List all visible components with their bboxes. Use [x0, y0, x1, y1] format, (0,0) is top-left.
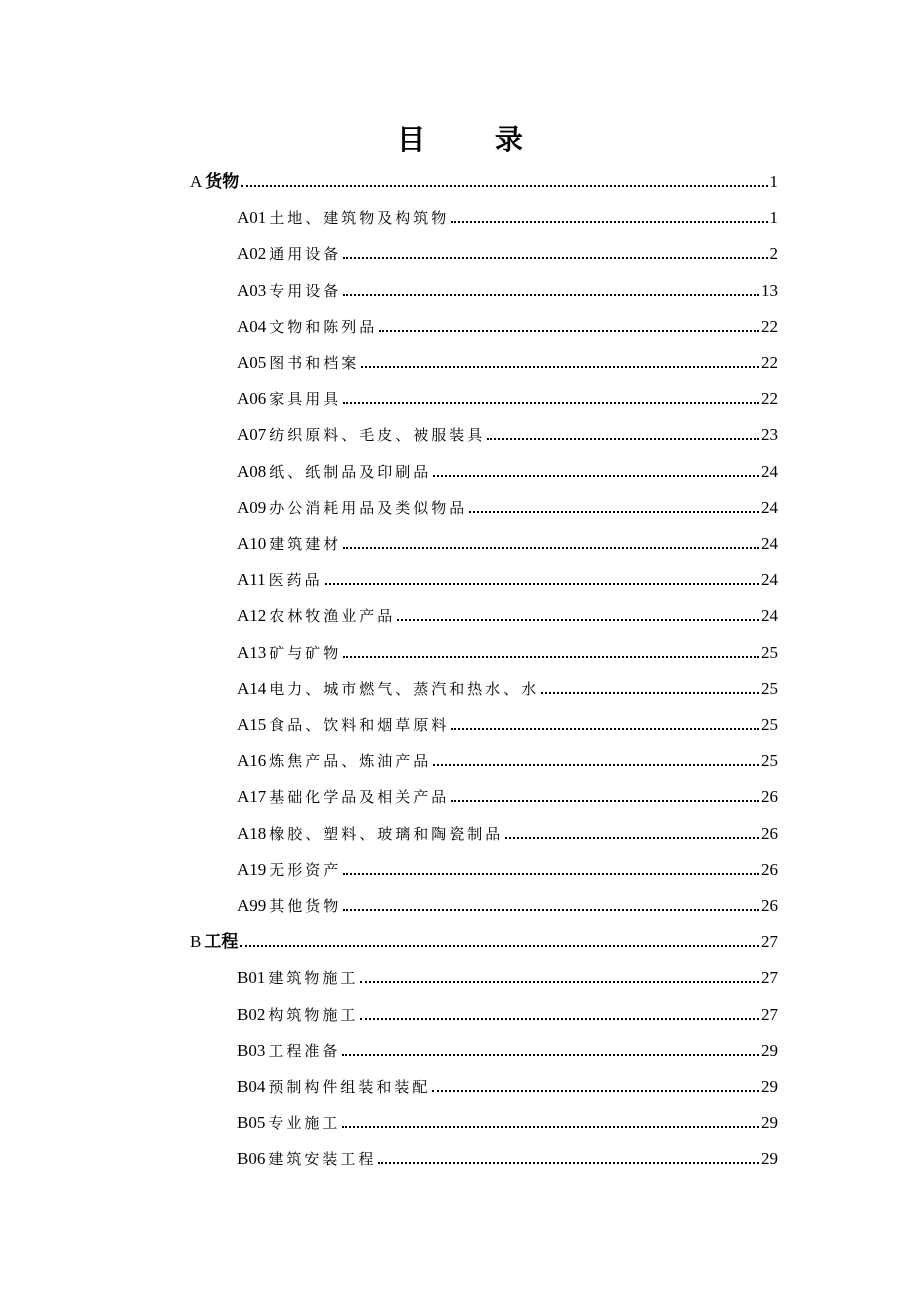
toc-entry-code: B01	[237, 968, 266, 988]
toc-entry-code: A16	[237, 751, 267, 771]
toc-entry-page-number: 2	[769, 244, 778, 264]
toc-entry-label: 货物	[205, 172, 240, 192]
toc-entry[interactable]	[0, 1071, 778, 1097]
toc-entry-page-number: 26	[761, 859, 778, 879]
toc-dot-leader	[433, 474, 759, 477]
toc-entry-label: 建筑安装工程	[268, 1150, 377, 1169]
toc-entry-label: 矿与矿物	[269, 643, 342, 662]
toc-entry-label: 建筑建材	[269, 535, 342, 553]
toc-entry-label: 通用设备	[269, 245, 342, 264]
toc-entry-page-number: 29	[761, 1040, 778, 1060]
toc-entry-code: B02	[237, 1004, 266, 1024]
toc-entry-code: A13	[237, 642, 267, 662]
toc-entry-label: 电力、城市燃气、蒸汽和热水、水	[269, 679, 540, 698]
toc-entry-code: A10	[237, 534, 267, 553]
toc-entry[interactable]	[0, 383, 778, 409]
toc-entry-label: 文物和陈列品	[269, 317, 378, 336]
toc-entry-page-number: 22	[761, 316, 778, 336]
toc-entry-label: 无形资产	[269, 860, 342, 879]
toc-dot-leader	[433, 763, 759, 766]
toc-dot-leader	[342, 1125, 759, 1128]
toc-entry-code: A08	[237, 461, 267, 481]
toc-dot-leader	[240, 944, 759, 947]
toc-dot-leader	[361, 365, 759, 368]
toc-entry-page-number: 24	[761, 534, 778, 553]
toc-dot-leader	[343, 908, 759, 911]
toc-entry[interactable]	[0, 492, 778, 518]
toc-entry[interactable]	[0, 600, 778, 626]
toc-entry-label: 图书和档案	[269, 354, 360, 372]
toc-entry-page-number: 24	[761, 497, 778, 517]
toc-entry-code: A14	[237, 678, 267, 698]
toc-dot-leader	[343, 546, 759, 549]
toc-entry[interactable]	[0, 637, 778, 663]
toc-entry-code: A04	[237, 316, 267, 336]
toc-entry-label: 预制构件组装和装配	[268, 1078, 431, 1096]
toc-entry-page-number: 22	[761, 389, 778, 409]
toc-entry[interactable]	[0, 419, 778, 445]
toc-entry-code: B04	[237, 1077, 266, 1096]
toc-dot-leader	[397, 618, 759, 621]
toc-entry-code: A02	[237, 244, 267, 264]
toc-entry-page-number: 25	[761, 678, 778, 698]
toc-entry-page-number: 27	[761, 1004, 778, 1024]
toc-dot-leader	[325, 582, 759, 585]
toc-entry-code: A18	[237, 823, 267, 843]
toc-entry-page-number: 1	[769, 172, 778, 191]
toc-entry-page-number: 24	[761, 570, 778, 590]
toc-entry[interactable]	[0, 275, 778, 301]
toc-dot-leader	[343, 293, 759, 296]
toc-dot-leader	[487, 437, 759, 440]
toc-entry-label: 纸、纸制品及印刷品	[269, 462, 432, 481]
toc-dot-leader	[360, 1017, 759, 1020]
toc-dot-leader	[241, 184, 767, 187]
toc-entry-code: B05	[237, 1113, 266, 1133]
toc-dot-leader	[379, 329, 759, 332]
toc-entry[interactable]	[0, 238, 778, 264]
toc-entry[interactable]	[0, 999, 778, 1025]
toc-entry-page-number: 25	[761, 642, 778, 662]
toc-dot-leader	[469, 510, 759, 513]
toc-entry-page-number: 26	[761, 896, 778, 915]
toc-entry-code: A99	[237, 896, 267, 915]
toc-entry-page-number: 25	[761, 715, 778, 734]
toc-entry-code: A19	[237, 859, 267, 879]
toc-entry-label: 专业施工	[268, 1114, 341, 1133]
toc-entry[interactable]	[0, 926, 778, 952]
toc-entry[interactable]	[0, 1143, 778, 1169]
toc-entry-page-number: 27	[761, 968, 778, 988]
toc-entry-code: A05	[237, 353, 267, 372]
toc-entry[interactable]	[0, 818, 778, 844]
toc-entry-code: B03	[237, 1040, 266, 1060]
toc-entry-page-number: 23	[761, 425, 778, 445]
toc-entry-code: A	[190, 172, 203, 191]
toc-dot-leader	[451, 727, 759, 730]
toc-entry-page-number: 22	[761, 353, 778, 372]
toc-entry-code: A06	[237, 389, 267, 409]
toc-entry-code: A09	[237, 497, 267, 517]
toc-entry[interactable]	[0, 311, 778, 337]
toc-entry[interactable]	[0, 1035, 778, 1061]
toc-dot-leader	[505, 836, 759, 839]
toc-dot-leader	[360, 980, 759, 983]
toc-dot-leader	[343, 655, 759, 658]
toc-entry[interactable]	[0, 1107, 778, 1133]
toc-entry-label: 建筑物施工	[268, 969, 359, 988]
toc-entry[interactable]	[0, 854, 778, 880]
toc-entry-page-number: 26	[761, 787, 778, 807]
toc-dot-leader	[343, 256, 767, 259]
toc-dot-leader	[342, 1053, 759, 1056]
toc-entry[interactable]	[0, 564, 778, 590]
toc-entry-code: B06	[237, 1149, 266, 1169]
toc-entry[interactable]	[0, 673, 778, 699]
toc-entry-page-number: 29	[761, 1077, 778, 1096]
toc-entry-code: A01	[237, 208, 267, 228]
toc-entry-page-number: 27	[761, 932, 778, 952]
toc-entry-label: 办公消耗用品及类似物品	[269, 498, 468, 517]
toc-entry-code: A17	[237, 787, 267, 807]
page-title: 目 录	[397, 123, 553, 156]
toc-entry[interactable]	[0, 528, 778, 554]
toc-entry-label: 食品、饮料和烟草原料	[269, 716, 450, 734]
toc-entry-code: A15	[237, 715, 267, 734]
toc-entry-page-number: 25	[761, 751, 778, 771]
toc-entry-label: 农林牧渔业产品	[269, 607, 396, 626]
toc-entry-label: 工程	[204, 932, 239, 953]
toc-entry-label: 其他货物	[269, 897, 342, 915]
toc-dot-leader	[432, 1089, 759, 1092]
toc-dot-leader	[451, 220, 767, 223]
toc-entry-page-number: 24	[761, 461, 778, 481]
toc-entry-code: A12	[237, 606, 267, 626]
toc-entry[interactable]	[0, 709, 778, 735]
toc-entry-label: 专用设备	[269, 281, 342, 300]
toc-entry-page-number: 29	[761, 1149, 778, 1169]
toc-entry-code: A11	[237, 570, 266, 590]
toc-entry-page-number: 24	[761, 606, 778, 626]
toc-dot-leader	[541, 691, 759, 694]
toc-dot-leader	[343, 872, 759, 875]
toc-entry-page-number: 13	[761, 280, 778, 300]
toc-entry[interactable]	[0, 347, 778, 373]
toc-entry-page-number: 1	[769, 208, 778, 228]
toc-entry-label: 纺织原料、毛皮、被服装具	[269, 426, 486, 445]
toc-entry[interactable]	[0, 166, 778, 192]
toc-entry-label: 家具用具	[269, 390, 342, 409]
toc-entry-code: A03	[237, 280, 267, 300]
toc-entry[interactable]	[0, 456, 778, 482]
toc-entry-label: 工程准备	[268, 1041, 341, 1060]
toc-entry-label: 医药品	[268, 571, 323, 590]
toc-entry-label: 土地、建筑物及构筑物	[269, 209, 450, 228]
toc-entry[interactable]	[0, 202, 778, 228]
toc-entry[interactable]	[0, 781, 778, 807]
toc-entry-label: 炼焦产品、炼油产品	[269, 752, 432, 771]
toc-entry[interactable]	[0, 962, 778, 988]
toc-entry-code: A07	[237, 425, 267, 445]
toc-entry[interactable]	[0, 745, 778, 771]
toc-entry-page-number: 29	[761, 1113, 778, 1133]
toc-dot-leader	[343, 401, 759, 404]
toc-entry[interactable]	[0, 890, 778, 916]
toc-dot-leader	[378, 1161, 759, 1164]
toc-entry-label: 橡胶、塑料、玻璃和陶瓷制品	[269, 824, 504, 843]
toc-entry-label: 构筑物施工	[268, 1005, 359, 1024]
toc-entry-page-number: 26	[761, 823, 778, 843]
toc-entry-label: 基础化学品及相关产品	[269, 788, 450, 807]
toc-entry-code: B	[190, 932, 202, 952]
toc-dot-leader	[451, 799, 759, 802]
